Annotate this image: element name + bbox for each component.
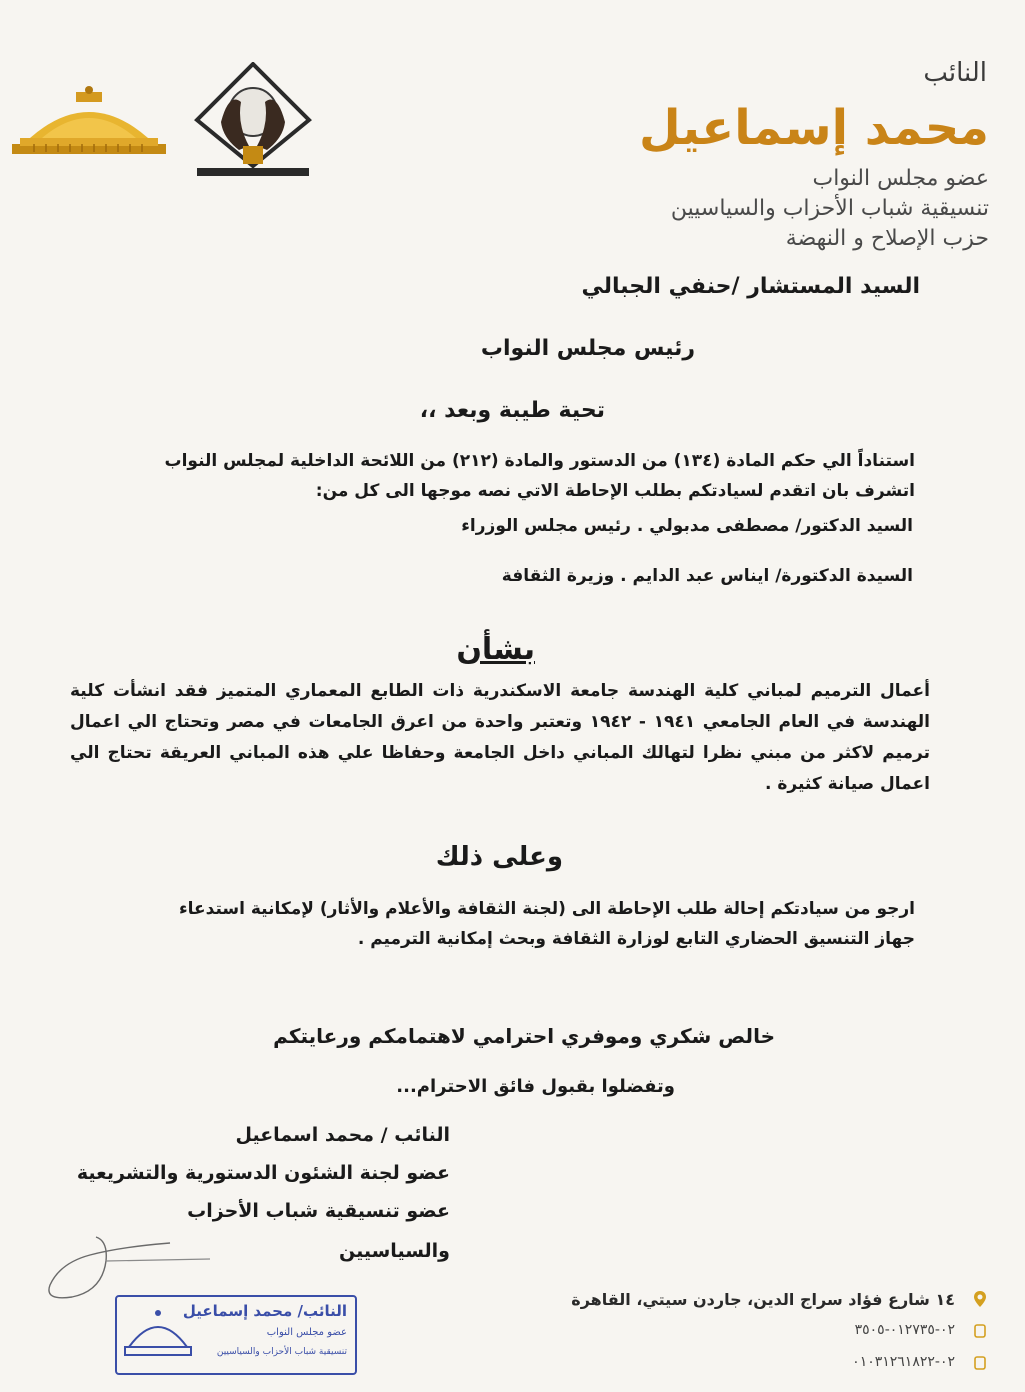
addressee: السيد المستشار /حنفي الجبالي [581,274,920,299]
location-pin-icon [973,1290,987,1308]
closing-thanks: خالص شكري وموفري احترامي لاهتمامكم ورعايتكم [273,1024,775,1048]
phone-icon [973,1324,987,1338]
stamp-line-1: عضو مجلس النواب [266,1327,347,1338]
header-line-3: حزب الإصلاح و النهضة [785,226,989,251]
signature-name: النائب / محمد اسماعيل [235,1124,450,1146]
conclusion-heading: وعلى ذلك [435,842,563,872]
stamp-line-2: تنسيقية شباب الأحزاب والسياسيين [216,1347,347,1357]
recipient-2: السيدة الدكتورة/ ايناس عبد الدايم . وزيرة الثقافة [501,566,913,586]
greeting: تحية طيبة وبعد ،، [419,398,605,423]
address: ١٤ شارع فؤاد سراج الدين، جاردن سيتي، القاهرة [571,1290,955,1309]
header-name: محمد إسماعيل [638,100,989,156]
intro-paragraph: استناداً الي حكم المادة (١٣٤) من الدستور والمادة (٢١٢) من اللائحة الداخلية لمجلس النواب اتشرف بان اتقدم لسيادتكم بطلب الإحاطة الاتي نصه موجها الى كل من: [164,451,915,501]
header-line-1: عضو مجلس النواب [812,166,989,191]
header-title: النائب [923,58,987,88]
handwritten-signature [20,1215,220,1305]
phone-number-2: ٠٢-٠١٠٣١٢٦١٨٢٢ [852,1354,955,1370]
closing-accept: وتفضلوا بقبول فائق الاحترام... [396,1076,675,1097]
subject-heading: بشأن [456,632,535,667]
party-hands-logo [193,62,313,180]
signature-role-1: عضو لجنة الشئون الدستورية والتشريعية [76,1162,450,1184]
signature-role-3: والسياسيين [339,1240,450,1262]
phone-number-1: ٠٢-٠١٢٧٣٥-٣٥٠٥ [854,1322,955,1338]
phone-icon [973,1356,987,1370]
subject-body: أعمال الترميم لمباني كلية الهندسة جامعة الاسكندرية ذات الطابع المعماري المتميز فقد انشأت كلية الهندسة في العام الجامعي ١٩٤١ - ١٩٤٢ وتعتبر واحدة من اعرق الجامعات في مصر وتحتاج الي اعمال ترميم لاكثر من مبني نظرا لتهالك المباني داخل الجامعة وحفاظا علي هذه المباني العريقة تحتاج الي اعمال صيانة كثيرة . [70,681,930,794]
parliament-dome-logo [12,84,166,160]
stamp-title: النائب/ محمد إسماعيل [182,1302,347,1320]
signature-role-2: عضو تنسيقية شباب الأحزاب [187,1200,450,1222]
header-line-2: تنسيقية شباب الأحزاب والسياسيين [670,196,989,221]
addressee-role: رئيس مجلس النواب [480,336,695,361]
recipient-1: السيد الدكتور/ مصطفى مدبولي . رئيس مجلس الوزراء [461,516,913,536]
conclusion-body: ارجو من سيادتكم إحالة طلب الإحاطة الى (لجنة الثقافة والأعلام والأثار) لإمكانية استدعاء جهاز التنسيق الحضاري التابع لوزارة الثقافة وبحث إمكانية الترميم . [178,899,915,949]
official-stamp [115,1295,357,1375]
